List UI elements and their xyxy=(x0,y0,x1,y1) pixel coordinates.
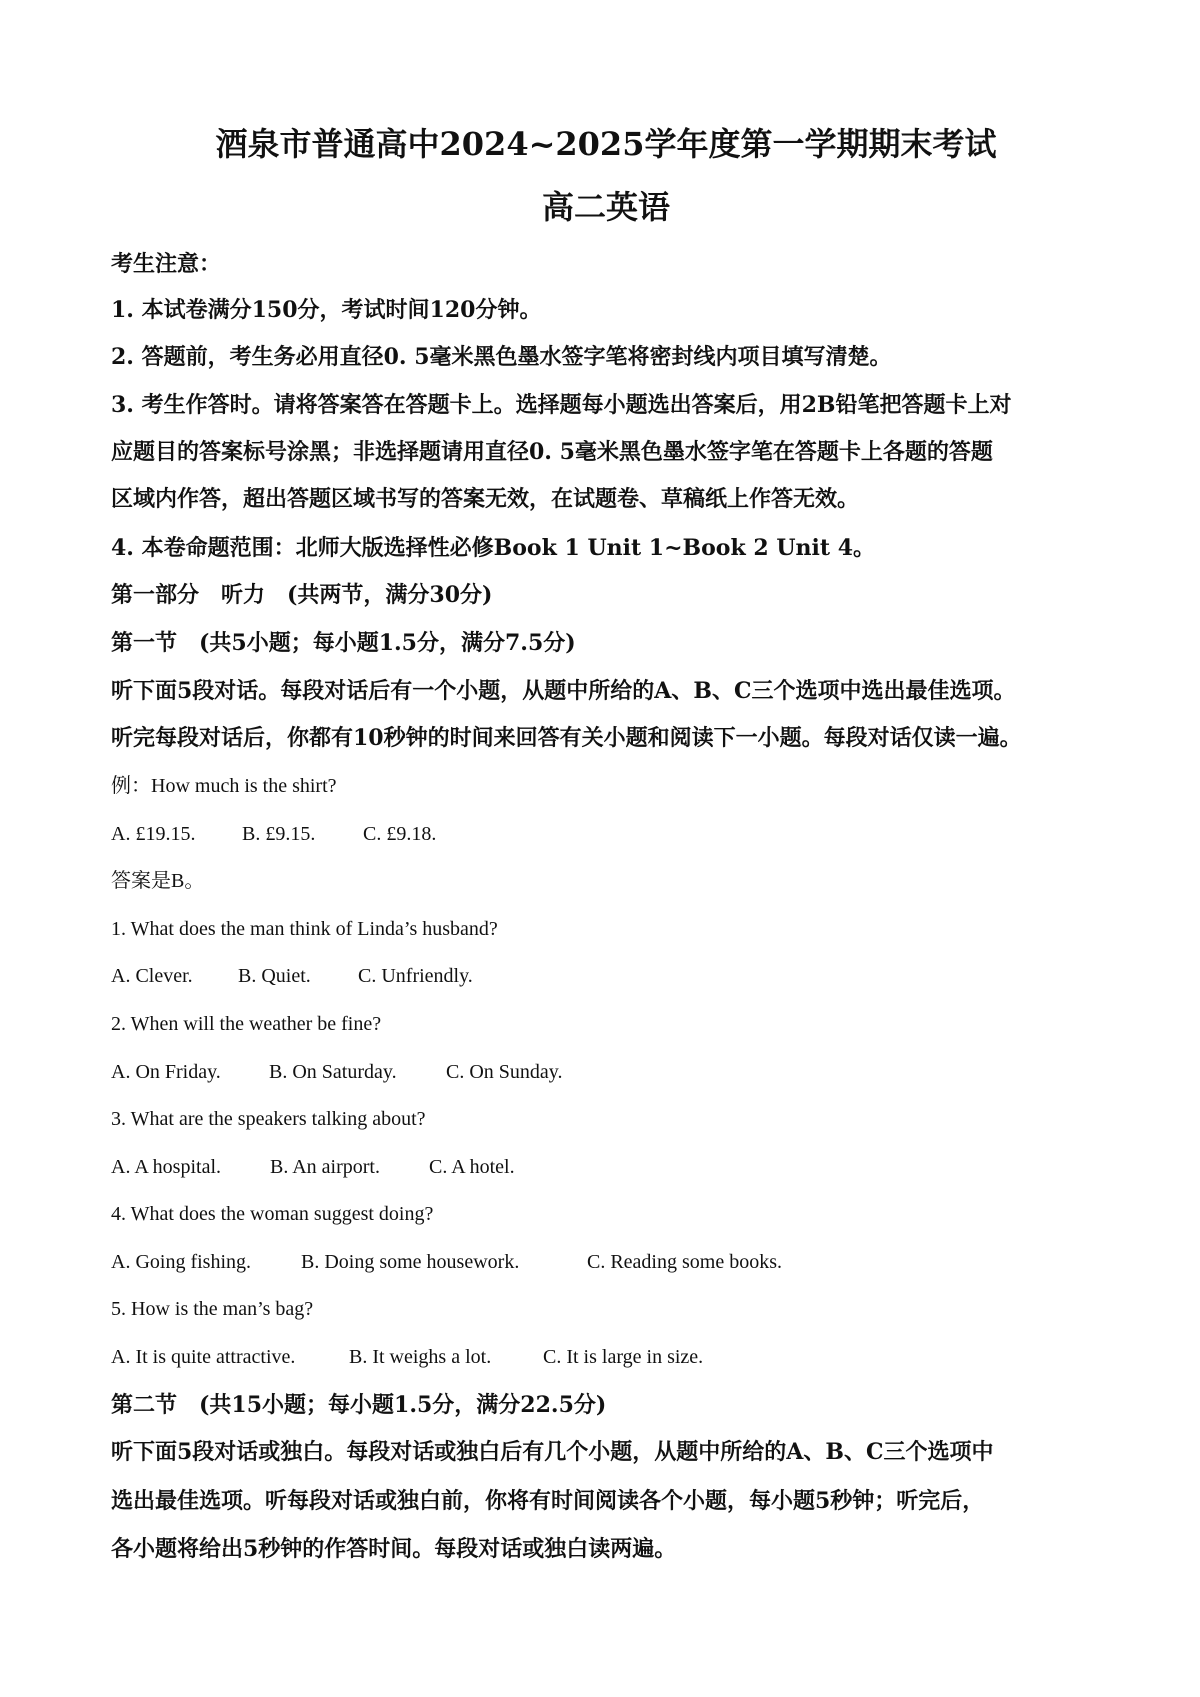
question-options xyxy=(111,1343,703,1371)
notice-heading: 考生注意： xyxy=(111,251,222,277)
option: B. £9.15. xyxy=(242,823,316,845)
option: C. A hotel. xyxy=(429,1156,515,1178)
example-options xyxy=(111,820,436,848)
question: 1. What does the man think of Linda’s husband? xyxy=(111,918,498,940)
question-options xyxy=(111,1153,515,1181)
option: B. Quiet. xyxy=(238,965,311,987)
section-instructions: 各小题将给出5秒钟的作答时间。每段对话或独白读两遍。 xyxy=(111,1536,677,1562)
question: 3. What are the speakers talking about? xyxy=(111,1108,426,1130)
example-question: 例：How much is the shirt? xyxy=(111,775,337,797)
question: 2. When will the weather be fine? xyxy=(111,1013,382,1035)
option: B. On Saturday. xyxy=(269,1061,397,1083)
exam-subtitle: 高二英语 xyxy=(541,188,670,226)
notice-item: 3. 考生作答时。请将答案答在答题卡上。选择题每小题选出答案后，用2B铅笔把答题卡上对 xyxy=(111,392,1012,418)
notice-item: 1. 本试卷满分150分，考试时间120分钟。 xyxy=(111,297,542,323)
option: C. £9.18. xyxy=(363,823,437,845)
notice-item: 2. 答题前，考生务必用直径0. 5毫米黑色墨水签字笔将密封线内项目填写清楚。 xyxy=(111,344,892,370)
notice-item: 4. 本卷命题范围：北师大版选择性必修Book 1 Unit 1~Book 2 Unit 4。 xyxy=(111,535,876,561)
option: A. It is quite attractive. xyxy=(111,1346,296,1368)
section-instructions: 听下面5段对话。每段对话后有一个小题，从题中所给的A、B、C三个选项中选出最佳选项。 xyxy=(111,678,1016,704)
section-instructions: 听完每段对话后，你都有10秒钟的时间来回答有关小题和阅读下一小题。每段对话仅读一遍。 xyxy=(111,725,1022,751)
question-options xyxy=(111,1248,782,1276)
option: A. A hospital. xyxy=(111,1156,222,1178)
question: 5. How is the man’s bag? xyxy=(111,1298,314,1320)
option: C. Unfriendly. xyxy=(358,965,473,987)
option: B. An airport. xyxy=(270,1156,380,1178)
option: B. It weighs a lot. xyxy=(349,1346,492,1368)
exam-title: 酒泉市普通高中2024~2025学年度第一学期期末考试 xyxy=(215,125,997,163)
option: A. Going fishing. xyxy=(111,1251,251,1273)
option: C. Reading some books. xyxy=(587,1251,782,1273)
section-instructions: 选出最佳选项。听每段对话或独白前，你将有时间阅读各个小题，每小题5秒钟；听完后， xyxy=(111,1488,985,1514)
option: A. Clever. xyxy=(111,965,193,987)
section-instructions: 听下面5段对话或独白。每段对话或独白后有几个小题，从题中所给的A、B、C三个选项中 xyxy=(111,1439,994,1465)
part-heading: 第一部分 听力 (共两节，满分30分) xyxy=(111,582,493,608)
option: A. On Friday. xyxy=(111,1061,221,1083)
question-options xyxy=(111,1058,562,1086)
section-heading: 第一节 (共5小题；每小题1.5分，满分7.5分) xyxy=(111,630,576,656)
option: C. On Sunday. xyxy=(446,1061,563,1083)
option: A. £19.15. xyxy=(111,823,196,845)
option: C. It is large in size. xyxy=(543,1346,704,1368)
option: B. Doing some housework. xyxy=(301,1251,520,1273)
notice-item: 应题目的答案标号涂黑；非选择题请用直径0. 5毫米黑色墨水签字笔在答题卡上各题的答题 xyxy=(111,439,993,465)
question: 4. What does the woman suggest doing? xyxy=(111,1203,434,1225)
section-heading: 第二节 (共15小题；每小题1.5分，满分22.5分) xyxy=(111,1392,607,1418)
notice-item: 区域内作答，超出答题区域书写的答案无效，在试题卷、草稿纸上作答无效。 xyxy=(111,486,860,512)
example-answer: 答案是B。 xyxy=(111,870,205,892)
question-options xyxy=(111,962,473,990)
